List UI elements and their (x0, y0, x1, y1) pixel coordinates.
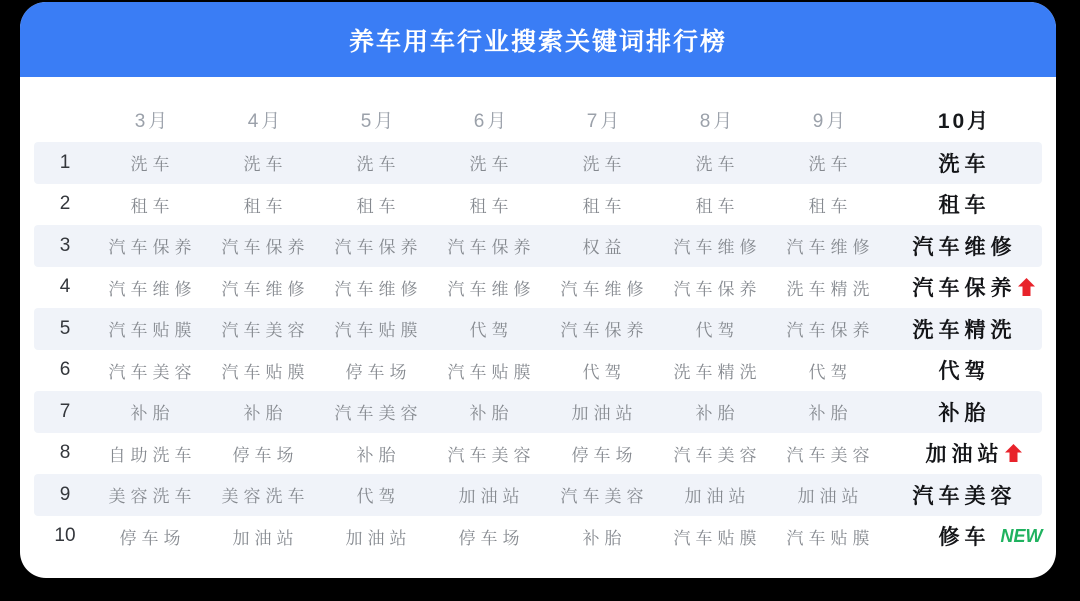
keyword-cell: 汽车贴膜 (221, 362, 310, 382)
up-arrow-icon (1004, 443, 1023, 463)
table-row (34, 267, 1042, 309)
keyword-cell: 汽车贴膜 (334, 321, 423, 341)
rank-cell: 3 (59, 234, 71, 256)
keyword-cell: 洗车精洗 (673, 362, 762, 382)
current-keyword (939, 397, 991, 427)
up-arrow-icon (1017, 277, 1036, 297)
keyword-cell: 汽车维修 (673, 238, 762, 258)
rank-cell: 2 (59, 193, 71, 215)
current-keyword-text: 汽车维修 (912, 235, 1017, 259)
keyword-cell: 加油站 (684, 487, 751, 507)
current-keyword-text: 租车 (938, 194, 991, 218)
keyword-cell: 补胎 (582, 528, 627, 548)
keyword-cell: 租车 (695, 196, 740, 216)
ranking-card (20, 2, 1056, 578)
table-row (34, 474, 1042, 516)
rank-cell: 10 (54, 525, 76, 547)
keyword-cell: 补胎 (469, 404, 514, 424)
month-header: 8月 (699, 111, 736, 132)
month-header: 9月 (812, 111, 849, 132)
table-row (34, 516, 1042, 558)
current-keyword (939, 189, 991, 219)
keyword-cell: 加油站 (571, 404, 638, 424)
keyword-cell: 补胎 (695, 404, 740, 424)
keyword-cell: 汽车维修 (108, 279, 197, 299)
rank-cell: 7 (59, 400, 71, 422)
month-header: 3月 (134, 111, 171, 132)
keyword-cell: 美容洗车 (108, 487, 197, 507)
current-keyword-text: 汽车保养 (912, 277, 1017, 301)
keyword-cell: 洗车 (582, 155, 627, 175)
new-badge-text: NEW (1000, 526, 1043, 547)
keyword-cell: 洗车 (130, 155, 175, 175)
current-keyword (913, 231, 1017, 261)
current-month-cell (887, 480, 1042, 510)
keyword-cell: 美容洗车 (221, 487, 310, 507)
rank-cell: 5 (59, 317, 71, 339)
current-keyword-text: 补胎 (938, 401, 991, 425)
keyword-cell: 加油站 (797, 487, 864, 507)
keyword-cell: 汽车维修 (447, 279, 536, 299)
card-header (20, 2, 1056, 77)
keyword-cell: 洗车 (356, 155, 401, 175)
current-month-cell (887, 189, 1042, 219)
current-keyword (938, 521, 1043, 551)
keyword-cell: 汽车美容 (221, 321, 310, 341)
current-keyword-text: 洗车 (938, 152, 991, 176)
current-month-header: 10月 (937, 109, 992, 133)
keyword-cell: 洗车精洗 (786, 279, 875, 299)
keyword-cell: 停车场 (345, 362, 412, 382)
current-keyword-text: 修车 (938, 526, 991, 550)
keyword-cell: 补胎 (356, 445, 401, 465)
keyword-cell: 汽车保养 (447, 238, 536, 258)
rank-change-badge (1017, 277, 1036, 297)
keyword-cell: 洗车 (808, 155, 853, 175)
keyword-cell: 加油站 (232, 528, 299, 548)
keyword-cell: 洗车 (243, 155, 288, 175)
table-header-row (34, 97, 1042, 142)
rank-cell: 6 (59, 359, 71, 381)
rank-cell: 9 (59, 483, 71, 505)
current-month-cell (887, 148, 1042, 178)
keyword-cell: 补胎 (243, 404, 288, 424)
keyword-cell: 汽车保养 (560, 321, 649, 341)
keyword-cell: 汽车保养 (108, 238, 197, 258)
keyword-cell: 洗车 (695, 155, 740, 175)
keyword-cell: 代驾 (582, 362, 627, 382)
current-keyword-text: 代驾 (938, 360, 991, 384)
keyword-cell: 汽车维修 (560, 279, 649, 299)
ranking-table (34, 97, 1042, 557)
current-keyword-text: 加油站 (925, 443, 1004, 467)
month-header: 7月 (586, 111, 623, 132)
keyword-cell: 汽车保养 (334, 238, 423, 258)
keyword-cell: 停车场 (458, 528, 525, 548)
keyword-cell: 权益 (582, 238, 627, 258)
keyword-cell: 停车场 (571, 445, 638, 465)
keyword-cell: 汽车维修 (334, 279, 423, 299)
keyword-cell: 汽车保养 (221, 238, 310, 258)
rank-cell: 4 (59, 276, 71, 298)
keyword-cell: 汽车维修 (786, 238, 875, 258)
table-row (34, 225, 1042, 267)
keyword-cell: 租车 (243, 196, 288, 216)
keyword-cell: 代驾 (469, 321, 514, 341)
page-title: 养车用车行业搜索关键词排行榜 (348, 27, 727, 56)
keyword-cell: 加油站 (345, 528, 412, 548)
current-keyword (939, 148, 991, 178)
keyword-cell: 汽车保养 (786, 321, 875, 341)
table-row (34, 184, 1042, 226)
current-month-cell (887, 314, 1042, 344)
keyword-cell: 补胎 (130, 404, 175, 424)
keyword-cell: 租车 (356, 196, 401, 216)
current-month-cell (887, 355, 1042, 385)
month-header: 5月 (360, 111, 397, 132)
keyword-cell: 汽车贴膜 (786, 528, 875, 548)
keyword-cell: 汽车维修 (221, 279, 310, 299)
current-keyword (913, 314, 1017, 344)
current-keyword (926, 438, 1004, 468)
table-row (34, 391, 1042, 433)
keyword-cell: 加油站 (458, 487, 525, 507)
table-row (34, 433, 1042, 475)
keyword-cell: 自助洗车 (108, 445, 197, 465)
keyword-cell: 租车 (582, 196, 627, 216)
keyword-cell: 汽车美容 (560, 487, 649, 507)
current-month-cell (887, 231, 1042, 261)
keyword-cell: 代驾 (808, 362, 853, 382)
keyword-cell: 汽车贴膜 (447, 362, 536, 382)
current-month-cell (887, 272, 1042, 302)
keyword-cell: 汽车美容 (108, 362, 197, 382)
keyword-cell: 租车 (130, 196, 175, 216)
current-month-cell (887, 397, 1042, 427)
keyword-cell: 停车场 (119, 528, 186, 548)
keyword-cell: 停车场 (232, 445, 299, 465)
current-keyword-text: 洗车精洗 (912, 318, 1017, 342)
table-row (34, 350, 1042, 392)
keyword-cell: 汽车美容 (334, 404, 423, 424)
table-row (34, 308, 1042, 350)
keyword-cell: 汽车美容 (447, 445, 536, 465)
keyword-cell: 租车 (808, 196, 853, 216)
month-header: 6月 (473, 111, 510, 132)
month-header: 4月 (247, 111, 284, 132)
current-month-cell (887, 521, 1042, 551)
keyword-cell: 代驾 (356, 487, 401, 507)
keyword-cell: 汽车贴膜 (673, 528, 762, 548)
keyword-cell: 租车 (469, 196, 514, 216)
keyword-cell: 汽车保养 (673, 279, 762, 299)
table-body (34, 142, 1042, 557)
keyword-cell: 补胎 (808, 404, 853, 424)
current-keyword (913, 480, 1017, 510)
rank-cell: 1 (59, 151, 71, 173)
keyword-cell: 代驾 (695, 321, 740, 341)
current-keyword (939, 355, 991, 385)
current-keyword (913, 272, 1017, 302)
current-keyword-text: 汽车美容 (912, 484, 1017, 508)
table-row (34, 142, 1042, 184)
keyword-cell: 汽车贴膜 (108, 321, 197, 341)
keyword-cell: 汽车美容 (786, 445, 875, 465)
keyword-cell: 洗车 (469, 155, 514, 175)
current-month-cell (887, 438, 1042, 468)
rank-change-badge (1001, 524, 1043, 548)
keyword-cell: 汽车美容 (673, 445, 762, 465)
rank-change-badge (1004, 443, 1023, 463)
rank-cell: 8 (59, 442, 71, 464)
